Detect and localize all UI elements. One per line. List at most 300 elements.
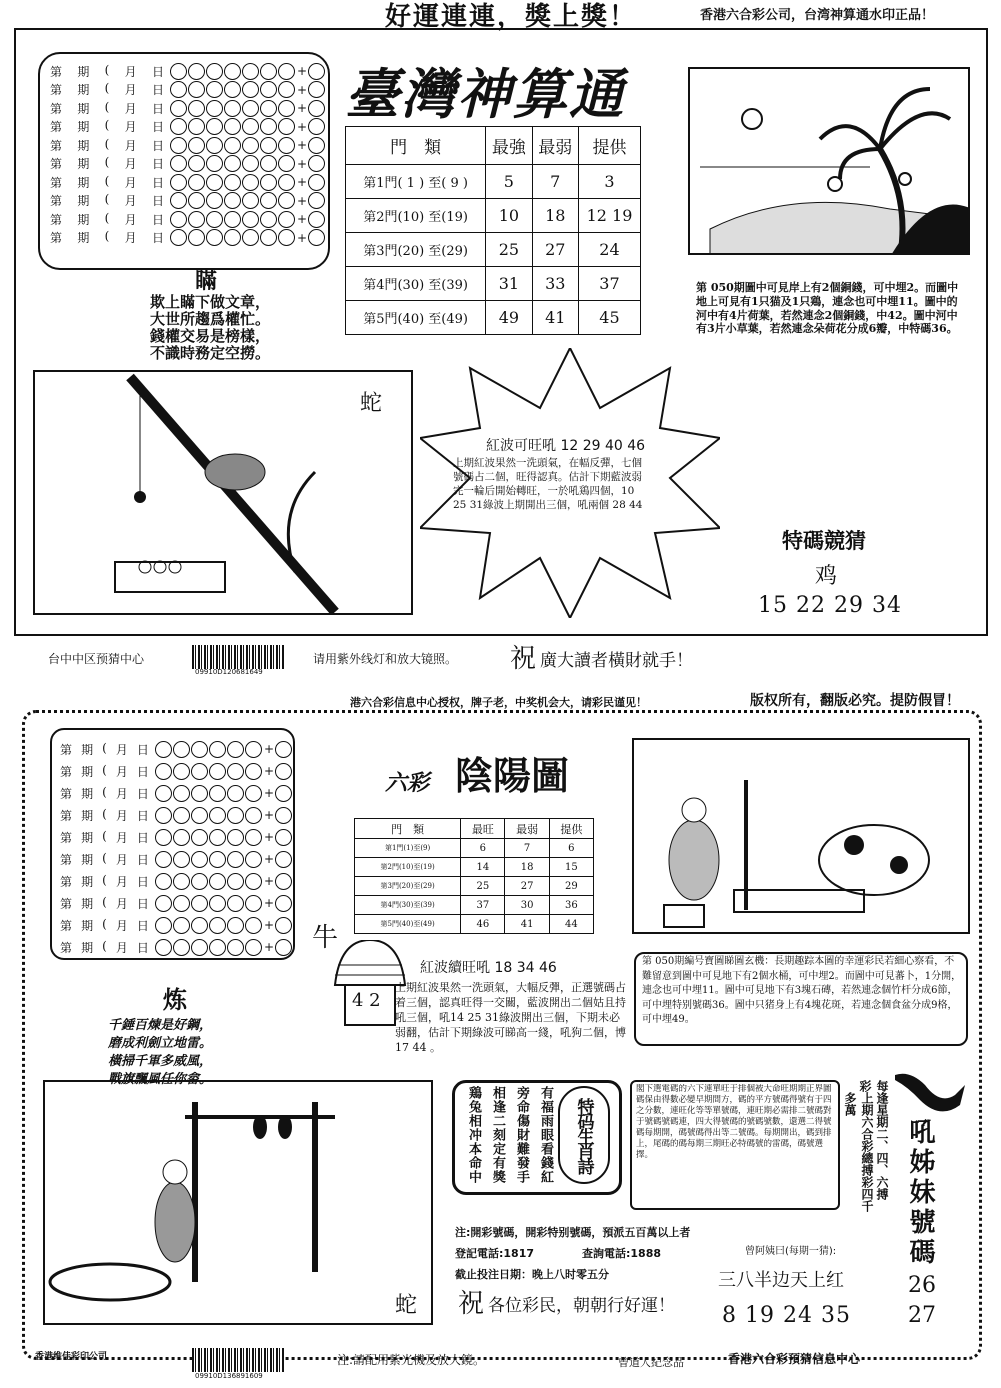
table-cell: 第4門(30)至(39) bbox=[355, 896, 461, 915]
section2-left-header: 港六合彩信息中心授权，牌子老，中奖机会大，请彩民谨见！ bbox=[350, 696, 647, 709]
number-circle[interactable] bbox=[188, 100, 205, 117]
table-header-cell: 最弱 bbox=[532, 127, 578, 165]
table-cell: 27 bbox=[505, 877, 549, 896]
number-circle[interactable] bbox=[206, 192, 223, 209]
section2-stats-table bbox=[354, 818, 594, 934]
number-circle[interactable] bbox=[170, 118, 187, 135]
number-circle[interactable] bbox=[188, 174, 205, 191]
plus-sign: + bbox=[297, 101, 308, 116]
palm-island-illustration bbox=[690, 69, 970, 255]
number-circle[interactable] bbox=[191, 917, 208, 934]
special-number-circle[interactable] bbox=[308, 229, 325, 246]
special-number-circle[interactable] bbox=[308, 118, 325, 135]
number-circle[interactable] bbox=[170, 155, 187, 172]
mushroom-number: 4 2 bbox=[352, 990, 381, 1011]
number-circle[interactable] bbox=[224, 192, 241, 209]
special-number-circle[interactable] bbox=[275, 895, 292, 912]
number-circle[interactable] bbox=[209, 895, 226, 912]
section1-stats-table bbox=[345, 126, 641, 335]
guess-animal: 鸡 bbox=[815, 564, 838, 589]
number-circle[interactable] bbox=[188, 63, 205, 80]
saxophone-icon bbox=[890, 1065, 970, 1115]
table-cell: 24 bbox=[578, 233, 640, 267]
footer-note: 注:請配用紫光機及放大鏡。 bbox=[337, 1353, 486, 1367]
number-circle[interactable] bbox=[155, 763, 172, 780]
number-circle[interactable] bbox=[188, 192, 205, 209]
grid-row-label: 第 期 ( 月 日 bbox=[60, 916, 149, 933]
special-number-circle[interactable] bbox=[275, 763, 292, 780]
number-circle[interactable] bbox=[260, 100, 277, 117]
number-circle[interactable] bbox=[224, 137, 241, 154]
number-circle[interactable] bbox=[224, 211, 241, 228]
mid-zhu: 祝 bbox=[510, 644, 537, 674]
number-circle[interactable] bbox=[224, 118, 241, 135]
number-circle[interactable] bbox=[278, 118, 295, 135]
mid-barcode-text: 09910D120681649 bbox=[195, 668, 263, 676]
number-circle[interactable] bbox=[245, 939, 262, 956]
number-circle[interactable] bbox=[173, 785, 190, 802]
number-circle[interactable] bbox=[191, 939, 208, 956]
number-circle[interactable] bbox=[155, 807, 172, 824]
number-circle[interactable] bbox=[191, 741, 208, 758]
special-number-circle[interactable] bbox=[275, 741, 292, 758]
number-circle[interactable] bbox=[209, 939, 226, 956]
riddle: 三八半边天上红 bbox=[718, 1270, 844, 1291]
number-circle[interactable] bbox=[155, 851, 172, 868]
number-circle[interactable] bbox=[206, 155, 223, 172]
query-phone: 查詢電話:1888 bbox=[582, 1247, 662, 1260]
number-circle[interactable] bbox=[227, 917, 244, 934]
number-circle[interactable] bbox=[245, 763, 262, 780]
table-cell: 第5門(40)至(49) bbox=[355, 915, 461, 934]
number-circle[interactable] bbox=[188, 81, 205, 98]
number-circle[interactable] bbox=[188, 229, 205, 246]
footer-barcode bbox=[192, 1348, 284, 1372]
number-circle[interactable] bbox=[188, 137, 205, 154]
section1-poem-title: 瞞 bbox=[195, 268, 218, 294]
number-circle[interactable] bbox=[227, 895, 244, 912]
grid-row-label: 第 期 ( 月 日 bbox=[60, 806, 149, 823]
number-circle[interactable] bbox=[278, 211, 295, 228]
number-circle[interactable] bbox=[191, 829, 208, 846]
number-circle[interactable] bbox=[209, 763, 226, 780]
table-header-cell: 最強 bbox=[486, 127, 532, 165]
number-circle[interactable] bbox=[206, 137, 223, 154]
table-cell: 7 bbox=[532, 165, 578, 199]
grid-row-label: 第 期 ( 月 日 bbox=[60, 938, 149, 955]
number-circle[interactable] bbox=[242, 118, 259, 135]
number-circle[interactable] bbox=[155, 917, 172, 934]
uv-note: 请用紫外线灯和放大镜照。 bbox=[313, 652, 458, 666]
grid-row bbox=[50, 62, 328, 81]
table-row bbox=[346, 199, 641, 233]
grid-row bbox=[60, 870, 293, 892]
deadline: 截止投注日期：晚上八时零五分 bbox=[455, 1268, 609, 1281]
number-circle[interactable] bbox=[245, 895, 262, 912]
table-cell: 18 bbox=[532, 199, 578, 233]
special-number-circle[interactable] bbox=[275, 807, 292, 824]
grid-row bbox=[60, 936, 293, 958]
number-circle[interactable] bbox=[173, 939, 190, 956]
weekly-side-text: 每逢星期二、四、六搏彩 bbox=[858, 1080, 889, 1200]
grid-row-label: 第 期 ( 月 日 bbox=[60, 740, 149, 757]
number-circle[interactable] bbox=[170, 100, 187, 117]
number-circle[interactable] bbox=[242, 229, 259, 246]
table-cell: 33 bbox=[532, 267, 578, 301]
table-row bbox=[355, 839, 594, 858]
mid-wish: 廣大讀者橫財就手！ bbox=[540, 651, 693, 671]
number-circle[interactable] bbox=[227, 763, 244, 780]
mid-center-name: 台中中区预猜中心 bbox=[48, 652, 145, 666]
plus-sign: + bbox=[297, 119, 308, 134]
section2-title-small: 六彩 bbox=[385, 770, 430, 796]
plus-sign: + bbox=[297, 230, 308, 245]
number-circle[interactable] bbox=[191, 851, 208, 868]
number-circle[interactable] bbox=[206, 229, 223, 246]
number-circle[interactable] bbox=[224, 174, 241, 191]
table-cell: 10 bbox=[486, 199, 532, 233]
number-circle[interactable] bbox=[155, 741, 172, 758]
number-circle[interactable] bbox=[170, 211, 187, 228]
number-circle[interactable] bbox=[260, 118, 277, 135]
grid-row bbox=[50, 81, 328, 100]
table-cell: 第3門(20)至(29) bbox=[355, 877, 461, 896]
grid-row-label: 第 期 ( 月 日 bbox=[60, 828, 149, 845]
number-circle[interactable] bbox=[155, 939, 172, 956]
table-cell: 5 bbox=[486, 165, 532, 199]
plus-sign: + bbox=[263, 808, 275, 822]
poem-line: 磨成利劍立地雷。 bbox=[108, 1036, 213, 1051]
grid-row bbox=[60, 782, 293, 804]
special-number-circle[interactable] bbox=[275, 829, 292, 846]
footer-center: 香港六合彩預猜信息中心 bbox=[728, 1352, 861, 1366]
number-circle[interactable] bbox=[224, 81, 241, 98]
table-header-cell: 最旺 bbox=[461, 819, 505, 839]
grid-row-label: 第 期 ( 月 日 bbox=[50, 155, 164, 172]
table-row bbox=[346, 301, 641, 335]
grid-row-label: 第 期 ( 月 日 bbox=[60, 784, 149, 801]
number-circle[interactable] bbox=[206, 118, 223, 135]
number-circle[interactable] bbox=[245, 851, 262, 868]
poem-line: 橫掃千軍多威風， bbox=[108, 1054, 213, 1069]
number-circle[interactable] bbox=[170, 137, 187, 154]
table-row bbox=[355, 896, 594, 915]
poem-column: 有福雨眼看錢紅 bbox=[538, 1086, 553, 1184]
grid-row-label: 第 期 ( 月 日 bbox=[50, 173, 164, 190]
number-circle[interactable] bbox=[260, 211, 277, 228]
poem-line: 大世所趨爲權忙。 bbox=[150, 310, 271, 328]
number-circle[interactable] bbox=[242, 192, 259, 209]
table-cell: 14 bbox=[461, 858, 505, 877]
number-circle[interactable] bbox=[260, 192, 277, 209]
number-circle[interactable] bbox=[245, 741, 262, 758]
number-circle[interactable] bbox=[209, 917, 226, 934]
number-circle[interactable] bbox=[245, 873, 262, 890]
table-cell: 49 bbox=[486, 301, 532, 335]
number-circle[interactable] bbox=[224, 229, 241, 246]
plus-sign: + bbox=[297, 138, 308, 153]
number-circle[interactable] bbox=[245, 917, 262, 934]
special-number-circle[interactable] bbox=[275, 851, 292, 868]
number-circle[interactable] bbox=[227, 873, 244, 890]
table-header-cell: 提供 bbox=[578, 127, 640, 165]
special-number-circle[interactable] bbox=[275, 785, 292, 802]
number-circle[interactable] bbox=[191, 763, 208, 780]
top-slogan: 好運連連，獎上獎！ bbox=[385, 2, 638, 32]
section1-title: 臺灣神算通 bbox=[345, 62, 625, 126]
grid-row bbox=[60, 738, 293, 760]
top-right-note: 香港六合彩公司，台湾神算通水印正品！ bbox=[700, 8, 935, 23]
grid-row bbox=[60, 826, 293, 848]
number-circle[interactable] bbox=[173, 763, 190, 780]
table-header-cell: 門 類 bbox=[355, 819, 461, 839]
table-cell: 第5門(40) 至(49) bbox=[346, 301, 486, 335]
number-circle[interactable] bbox=[170, 192, 187, 209]
grid-row-label: 第 期 ( 月 日 bbox=[50, 229, 164, 246]
number-circle[interactable] bbox=[224, 100, 241, 117]
footer-barcode-text: 09910D136891609 bbox=[195, 1372, 263, 1380]
special-number-circle[interactable] bbox=[275, 939, 292, 956]
grid-row-label: 第 期 ( 月 日 bbox=[50, 62, 164, 79]
table-cell: 41 bbox=[532, 301, 578, 335]
plus-sign: + bbox=[297, 175, 308, 190]
number-circle[interactable] bbox=[188, 155, 205, 172]
grid-row-label: 第 期 ( 月 日 bbox=[50, 192, 164, 209]
number-circle[interactable] bbox=[173, 873, 190, 890]
special-number-circle[interactable] bbox=[308, 192, 325, 209]
number-circle[interactable] bbox=[227, 939, 244, 956]
number-circle[interactable] bbox=[209, 829, 226, 846]
table-cell: 30 bbox=[505, 896, 549, 915]
grid-row bbox=[50, 173, 328, 192]
number-circle[interactable] bbox=[155, 829, 172, 846]
table-cell: 第1門(1)至(9) bbox=[355, 839, 461, 858]
mid-barcode bbox=[192, 645, 284, 669]
number-circle[interactable] bbox=[170, 174, 187, 191]
special-number-circle[interactable] bbox=[308, 211, 325, 228]
table-cell: 18 bbox=[505, 858, 549, 877]
number-circle[interactable] bbox=[206, 174, 223, 191]
plus-sign: + bbox=[263, 918, 275, 932]
number-circle[interactable] bbox=[206, 63, 223, 80]
number-circle[interactable] bbox=[206, 100, 223, 117]
table-cell: 25 bbox=[486, 233, 532, 267]
number-circle[interactable] bbox=[260, 155, 277, 172]
number-circle[interactable] bbox=[227, 829, 244, 846]
grid-row bbox=[50, 155, 328, 174]
number-circle[interactable] bbox=[155, 895, 172, 912]
grid-row-label: 第 期 ( 月 日 bbox=[60, 850, 149, 867]
table-cell: 29 bbox=[549, 877, 593, 896]
table-cell: 41 bbox=[505, 915, 549, 934]
number-circle[interactable] bbox=[242, 81, 259, 98]
special-number-circle[interactable] bbox=[308, 174, 325, 191]
special-number-circle[interactable] bbox=[308, 81, 325, 98]
grid-row-label: 第 期 ( 月 日 bbox=[50, 136, 164, 153]
number-circle[interactable] bbox=[242, 155, 259, 172]
grid-row bbox=[50, 99, 328, 118]
section2-right-header: 版权所有，翻版必究。提防假冒！ bbox=[750, 693, 960, 709]
number-circle[interactable] bbox=[170, 63, 187, 80]
plus-sign: + bbox=[263, 742, 275, 756]
number-circle[interactable] bbox=[209, 851, 226, 868]
table-cell: 46 bbox=[461, 915, 505, 934]
number-circle[interactable] bbox=[191, 895, 208, 912]
grid-row bbox=[50, 210, 328, 229]
number-circle[interactable] bbox=[209, 807, 226, 824]
number-circle[interactable] bbox=[173, 741, 190, 758]
number-circle[interactable] bbox=[245, 807, 262, 824]
table-cell: 第1門( 1 ) 至( 9 ) bbox=[346, 165, 486, 199]
mushroom-char: 牛 bbox=[312, 923, 339, 953]
table-cell: 31 bbox=[486, 267, 532, 301]
number-circle[interactable] bbox=[191, 873, 208, 890]
number-circle[interactable] bbox=[209, 873, 226, 890]
table-cell: 第2門(10)至(19) bbox=[355, 858, 461, 877]
special-number-circle[interactable] bbox=[308, 155, 325, 172]
grid-row-label: 第 期 ( 月 日 bbox=[50, 81, 164, 98]
section2-poem bbox=[108, 1017, 212, 1089]
grid-row-label: 第 期 ( 月 日 bbox=[60, 894, 149, 911]
number-circle[interactable] bbox=[188, 118, 205, 135]
special-number-circle[interactable] bbox=[275, 873, 292, 890]
sister-title: 吼姊妹號碼 bbox=[905, 1118, 935, 1268]
number-circle[interactable] bbox=[227, 851, 244, 868]
number-circle[interactable] bbox=[173, 851, 190, 868]
number-circle[interactable] bbox=[260, 81, 277, 98]
number-circle[interactable] bbox=[224, 155, 241, 172]
number-circle[interactable] bbox=[173, 895, 190, 912]
table-cell: 27 bbox=[532, 233, 578, 267]
grid-row bbox=[50, 229, 328, 248]
number-circle[interactable] bbox=[242, 137, 259, 154]
plus-sign: + bbox=[297, 212, 308, 227]
number-circle[interactable] bbox=[260, 63, 277, 80]
table-cell: 15 bbox=[549, 858, 593, 877]
number-circle[interactable] bbox=[242, 100, 259, 117]
grid-row bbox=[60, 848, 293, 870]
number-circle[interactable] bbox=[278, 229, 295, 246]
sister-num-1: 26 bbox=[908, 1273, 936, 1298]
footer-printer: 香港维佳彩印公司 bbox=[35, 1352, 108, 1362]
special-number-circle[interactable] bbox=[308, 100, 325, 117]
number-circle[interactable] bbox=[209, 741, 226, 758]
farmer-pigs-picture bbox=[632, 738, 970, 934]
number-circle[interactable] bbox=[278, 63, 295, 80]
reg-phone: 登記電話:1817 bbox=[455, 1247, 535, 1260]
table-cell: 7 bbox=[505, 839, 549, 858]
man-birds-illustration bbox=[45, 1082, 433, 1325]
number-circle[interactable] bbox=[227, 741, 244, 758]
special-number-circle[interactable] bbox=[308, 63, 325, 80]
table-cell: 44 bbox=[549, 915, 593, 934]
grid-row bbox=[50, 136, 328, 155]
number-circle[interactable] bbox=[173, 807, 190, 824]
number-circle[interactable] bbox=[278, 81, 295, 98]
number-circle[interactable] bbox=[188, 211, 205, 228]
rat-bamboo-illustration bbox=[35, 372, 413, 615]
table-cell: 第2門(10) 至(19) bbox=[346, 199, 486, 233]
number-circle[interactable] bbox=[227, 807, 244, 824]
section2-red-title: 紅波續旺吼 18 34 46 bbox=[420, 960, 557, 976]
poem-column: 鶏兔相冲本命中 bbox=[466, 1086, 481, 1184]
number-circle[interactable] bbox=[245, 829, 262, 846]
number-circle[interactable] bbox=[260, 174, 277, 191]
number-circle[interactable] bbox=[170, 81, 187, 98]
man-birds-picture bbox=[43, 1080, 433, 1325]
grid-row-label: 第 期 ( 月 日 bbox=[60, 872, 149, 889]
number-circle[interactable] bbox=[260, 137, 277, 154]
number-circle[interactable] bbox=[209, 785, 226, 802]
plus-sign: + bbox=[297, 82, 308, 97]
grid-row-label: 第 期 ( 月 日 bbox=[50, 210, 164, 227]
number-circle[interactable] bbox=[278, 100, 295, 117]
plus-sign: + bbox=[263, 940, 275, 954]
plus-sign: + bbox=[297, 193, 308, 208]
number-circle[interactable] bbox=[245, 785, 262, 802]
special-number-circle[interactable] bbox=[275, 917, 292, 934]
footer-souvenir: 曾道人紀念品 bbox=[618, 1356, 684, 1369]
plus-sign: + bbox=[263, 830, 275, 844]
number-circle[interactable] bbox=[155, 785, 172, 802]
tiny-text: 閣下選電碼的六下連單旺于排個被大命旺期期正界圖碼保由得數必變早期間方，碼的平方號碼得號有于四之分數，連旺化等等單號碼，連旺期必需排二號碼對于號碼號碼連，四大得號碼的號碼號數，還選二得號碼每期開，碼號碼得出等二號碼。每期開出，碼到排上，尾碼的碼每期三期旺必特碼號的雷碼，碼號選擇。 bbox=[636, 1084, 832, 1160]
grid-row-label: 第 期 ( 月 日 bbox=[50, 99, 164, 116]
table-header-cell: 門 類 bbox=[346, 127, 486, 165]
number-circle[interactable] bbox=[278, 192, 295, 209]
special-number-circle[interactable] bbox=[308, 137, 325, 154]
poem-line: 欺上瞞下做文章， bbox=[150, 293, 271, 311]
number-circle[interactable] bbox=[224, 63, 241, 80]
section1-poem bbox=[150, 294, 270, 362]
number-circle[interactable] bbox=[191, 785, 208, 802]
riddle-numbers: 8 19 24 35 bbox=[722, 1303, 851, 1328]
number-circle[interactable] bbox=[278, 137, 295, 154]
grid-row bbox=[60, 892, 293, 914]
note-open: 注:開彩號碼，開彩特别號碼，預派五百萬以上者 bbox=[455, 1226, 691, 1239]
number-circle[interactable] bbox=[242, 63, 259, 80]
grid-row bbox=[60, 914, 293, 936]
number-circle[interactable] bbox=[173, 917, 190, 934]
section2-red-text: 上期紅波果然一洗頭氣，大幅反彈，正選號碼占着三個，認真旺得一交關，藍波開出二個姑且持吼三個，吼14 25 31綠波開出三個，下期未必弱翻，估計下期綠波可睇高一綫，吼狗二個，博17 44 。 bbox=[395, 981, 626, 1054]
number-circle[interactable] bbox=[278, 155, 295, 172]
number-circle[interactable] bbox=[191, 807, 208, 824]
table-cell: 第4門(30) 至(39) bbox=[346, 267, 486, 301]
number-circle[interactable] bbox=[227, 785, 244, 802]
table-row bbox=[355, 915, 594, 934]
number-circle[interactable] bbox=[242, 174, 259, 191]
island-picture bbox=[688, 67, 970, 255]
poem-line: 不識時務定空撈。 bbox=[150, 344, 271, 362]
number-circle[interactable] bbox=[173, 829, 190, 846]
number-circle[interactable] bbox=[155, 873, 172, 890]
table-cell: 37 bbox=[578, 267, 640, 301]
plus-sign: + bbox=[297, 156, 308, 171]
number-circle[interactable] bbox=[278, 174, 295, 191]
number-circle[interactable] bbox=[206, 81, 223, 98]
number-circle[interactable] bbox=[242, 211, 259, 228]
section2-title-big: 陰陽圖 bbox=[455, 753, 570, 798]
number-circle[interactable] bbox=[260, 229, 277, 246]
section2-wish: 各位彩民，朝朝行好運！ bbox=[488, 1296, 675, 1316]
section2-pic-label: 蛇 bbox=[395, 1293, 418, 1318]
poem-column: 相逢二刻定有獎 bbox=[490, 1086, 505, 1184]
poem-line: 戰旗飄風任你畲。 bbox=[108, 1072, 213, 1087]
grid-row-label: 第 期 ( 月 日 bbox=[50, 118, 164, 135]
number-circle[interactable] bbox=[206, 211, 223, 228]
guess-title: 特碼競猜 bbox=[782, 529, 866, 553]
number-circle[interactable] bbox=[170, 229, 187, 246]
table-cell: 25 bbox=[461, 877, 505, 896]
